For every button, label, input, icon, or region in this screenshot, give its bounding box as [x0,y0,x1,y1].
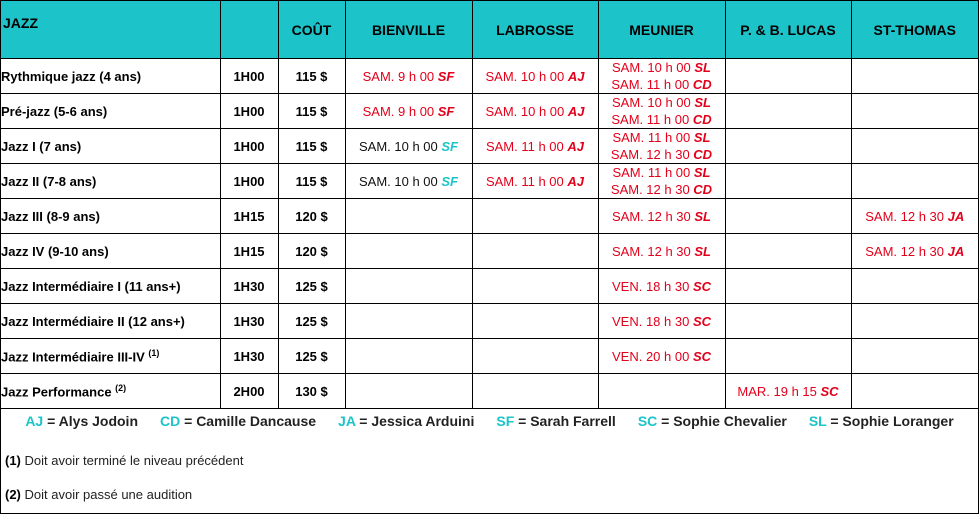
legend-item [809,413,954,429]
time-slot-cell [345,59,472,94]
time-slot [473,68,598,85]
time-slot-cell [725,164,851,199]
time-slot-cell [851,199,978,234]
time-slot-cell [851,269,978,304]
footnote-2 [5,487,192,502]
time-slot-cell [851,59,978,94]
level-label: Jazz Intermédiaire III-IV [1,349,149,365]
schedule-body [1,59,978,409]
time-text: SAM. 10 h 00 [485,68,568,84]
level-cell [1,339,220,374]
time-text: SAM. 11 h 00 [611,77,693,92]
duration-cell: 1H00 [220,94,278,129]
time-slot-cell [345,234,472,269]
level-label: Jazz I (7 ans) [1,138,82,154]
level-cell [1,199,220,234]
teacher-code: AJ [567,103,585,119]
time-slot-cell [472,164,598,199]
time-text: SAM. 11 h 00 [611,112,693,127]
time-slot-cell [345,164,472,199]
time-slot [473,173,598,190]
time-slot-cell [725,199,851,234]
time-slot-cell [472,234,598,269]
legend-name: = Sophie Chevalier [657,413,787,429]
teacher-code: AJ [567,138,585,154]
time-slot-cell [472,339,598,374]
teacher-code: SL [693,165,711,180]
teacher-code: AJ [567,68,585,84]
level-cell [1,234,220,269]
cost-cell: 120 $ [278,234,345,269]
time-slot-cell [598,199,725,234]
cost-cell: 115 $ [278,164,345,199]
duration-cell: 2H00 [220,374,278,409]
time-slot-cell [725,94,851,129]
teacher-code: SC [692,348,711,364]
teacher-code: CD [692,77,712,92]
footnote-marker: (2) [5,487,21,502]
duration-cell: 1H15 [220,199,278,234]
time-slot [599,146,725,163]
footnote-text: Doit avoir passé une audition [20,487,193,502]
time-slot [852,208,979,225]
legend-abbr: SF [496,413,515,429]
time-slot [599,94,725,111]
level-cell [1,269,220,304]
legend-abbr: JA [338,413,356,429]
time-slot-cell [598,304,725,339]
duration-cell: 1H00 [220,164,278,199]
time-text: SAM. 12 h 30 [610,147,694,162]
time-text: SAM. 12 h 30 [610,182,694,197]
legend-name: = Sarah Farrell [514,413,616,429]
level-label: Pré-jazz (5-6 ans) [1,103,108,119]
time-text: SAM. 10 h 00 [485,103,568,119]
time-slot [599,181,725,198]
time-slot-cell [598,59,725,94]
table-row [1,339,978,374]
table-row [1,164,978,199]
time-text: SAM. 12 h 30 [865,243,948,259]
teacher-code: SL [694,208,711,224]
time-slot [346,138,472,155]
header-location-meunier: MEUNIER [598,1,725,59]
table-row [1,94,978,129]
time-slot-cell [345,94,472,129]
teacher-code: SC [692,278,711,294]
teacher-code: SF [437,103,455,119]
time-slot-cell [851,304,978,339]
time-slot-cell [851,339,978,374]
time-text: VEN. 18 h 30 [611,313,693,329]
legend-name: = Camille Dancause [180,413,317,429]
header-location-labrosse: LABROSSE [472,1,598,59]
time-slot-cell [851,129,978,164]
teacher-code: SF [441,173,458,189]
teacher-code: JA [947,243,965,259]
time-text: SAM. 9 h 00 [362,68,438,84]
teacher-code: SL [694,60,711,75]
teacher-code: SC [692,313,711,329]
time-slot [599,278,725,295]
teacher-code: SC [820,383,839,399]
duration-cell: 1H15 [220,234,278,269]
teacher-code: SF [441,138,458,154]
footnote-1 [5,453,243,468]
teacher-code: SL [694,243,711,259]
time-text: SAM. 11 h 00 [612,165,694,180]
time-slot [346,68,472,85]
duration-cell: 1H30 [220,304,278,339]
teacher-code: JA [947,208,965,224]
level-label: Jazz Intermédiaire II (12 ans+) [1,313,185,329]
cost-cell: 120 $ [278,199,345,234]
cost-cell: 115 $ [278,59,345,94]
teacher-code: SF [437,68,455,84]
time-slot-cell [345,199,472,234]
time-slot [599,111,725,128]
time-slot-cell [598,339,725,374]
time-slot-cell [851,234,978,269]
table-row [1,304,978,339]
teacher-code: CD [693,147,713,162]
header-location-st-thomas: ST-THOMAS [851,1,978,59]
level-label: Jazz Intermédiaire I (11 ans+) [1,278,181,294]
time-slot-cell [725,234,851,269]
time-slot-cell [851,94,978,129]
legend-abbr: AJ [25,413,44,429]
duration-cell: 1H00 [220,59,278,94]
table-row [1,234,978,269]
footnote-text: Doit avoir terminé le niveau précédent [20,453,244,468]
level-label: Jazz II (7-8 ans) [1,173,97,189]
time-slot-cell [725,129,851,164]
time-text: SAM. 11 h 00 [485,138,568,154]
time-slot-cell [345,304,472,339]
teacher-code: SL [694,95,711,110]
time-slot-cell [345,269,472,304]
time-slot [599,164,725,181]
time-slot-cell [598,129,725,164]
table-row [1,269,978,304]
time-slot-cell [725,339,851,374]
time-slot-cell [598,234,725,269]
cost-cell: 115 $ [278,129,345,164]
time-text: VEN. 20 h 00 [611,348,693,364]
level-label: Jazz III (8-9 ans) [1,208,100,224]
time-text: MAR. 19 h 15 [737,383,821,399]
time-text: SAM. 9 h 00 [362,103,438,119]
time-slot [852,243,979,260]
jazz-schedule-table [1,1,978,409]
header-location-lucas: P. & B. LUCAS [725,1,851,59]
time-text: SAM. 12 h 30 [865,208,948,224]
time-slot-cell [725,269,851,304]
level-cell [1,164,220,199]
legend-item [338,413,474,429]
table-row [1,129,978,164]
header-cost: COÛT [278,1,345,59]
cost-cell: 125 $ [278,269,345,304]
time-slot [599,129,725,146]
duration-cell: 1H00 [220,129,278,164]
time-slot [726,383,851,400]
legend-section [1,401,978,513]
time-slot [599,348,725,365]
time-slot-cell [725,304,851,339]
level-label: Jazz Performance [1,384,116,400]
legend-item [25,413,138,429]
legend-abbr: SC [637,413,658,429]
legend-item [496,413,615,429]
time-text: SAM. 11 h 00 [485,173,568,189]
legend-item [638,413,787,429]
cost-cell: 115 $ [278,94,345,129]
time-slot-cell [472,129,598,164]
time-slot [346,173,472,190]
level-cell [1,129,220,164]
time-slot-cell [598,94,725,129]
header-row [1,1,978,59]
header-duration [220,1,278,59]
footnote-ref: (1) [148,347,160,358]
time-text: SAM. 10 h 00 [611,60,695,75]
time-text: SAM. 10 h 00 [358,173,442,189]
time-slot [346,103,472,120]
teacher-code: CD [693,182,713,197]
time-text: SAM. 12 h 30 [611,208,695,224]
teacher-code: AJ [567,173,585,189]
level-label: Rythmique jazz (4 ans) [1,68,142,84]
level-cell [1,59,220,94]
level-cell [1,304,220,339]
time-slot-cell [472,94,598,129]
time-slot [473,103,598,120]
time-slot [599,313,725,330]
header-location-bienville: BIENVILLE [345,1,472,59]
time-text: SAM. 10 h 00 [358,138,442,154]
time-slot-cell [345,339,472,374]
time-text: SAM. 12 h 30 [611,243,695,259]
cost-cell: 125 $ [278,339,345,374]
duration-cell: 1H30 [220,339,278,374]
time-slot-cell [725,59,851,94]
time-text: SAM. 10 h 00 [611,95,695,110]
time-slot-cell [598,269,725,304]
header-level: JAZZ [1,1,220,59]
table-row [1,59,978,94]
time-slot-cell [851,164,978,199]
legend-name: = Sophie Loranger [826,413,954,429]
cost-cell: 125 $ [278,304,345,339]
teacher-code: SL [693,130,711,145]
footnote-marker: (1) [5,453,21,468]
table-row [1,199,978,234]
teacher-legend [1,413,978,429]
time-text: VEN. 18 h 30 [611,278,693,294]
cost-cell: 130 $ [278,374,345,409]
time-slot [599,208,725,225]
time-slot-cell [598,164,725,199]
teacher-code: CD [692,112,712,127]
level-cell [1,94,220,129]
level-label: Jazz IV (9-10 ans) [1,243,109,259]
legend-item [160,413,316,429]
time-slot-cell [472,304,598,339]
duration-cell: 1H30 [220,269,278,304]
time-text: SAM. 11 h 00 [612,130,694,145]
time-slot-cell [472,269,598,304]
legend-abbr: SL [808,413,827,429]
time-slot-cell [472,199,598,234]
time-slot [599,243,725,260]
time-slot [599,76,725,93]
legend-abbr: CD [160,413,181,429]
time-slot [599,59,725,76]
legend-name: = Jessica Arduini [355,413,475,429]
time-slot-cell [472,59,598,94]
legend-name: = Alys Jodoin [43,413,138,429]
footnote-ref: (2) [115,382,127,393]
time-slot [473,138,598,155]
time-slot-cell [345,129,472,164]
